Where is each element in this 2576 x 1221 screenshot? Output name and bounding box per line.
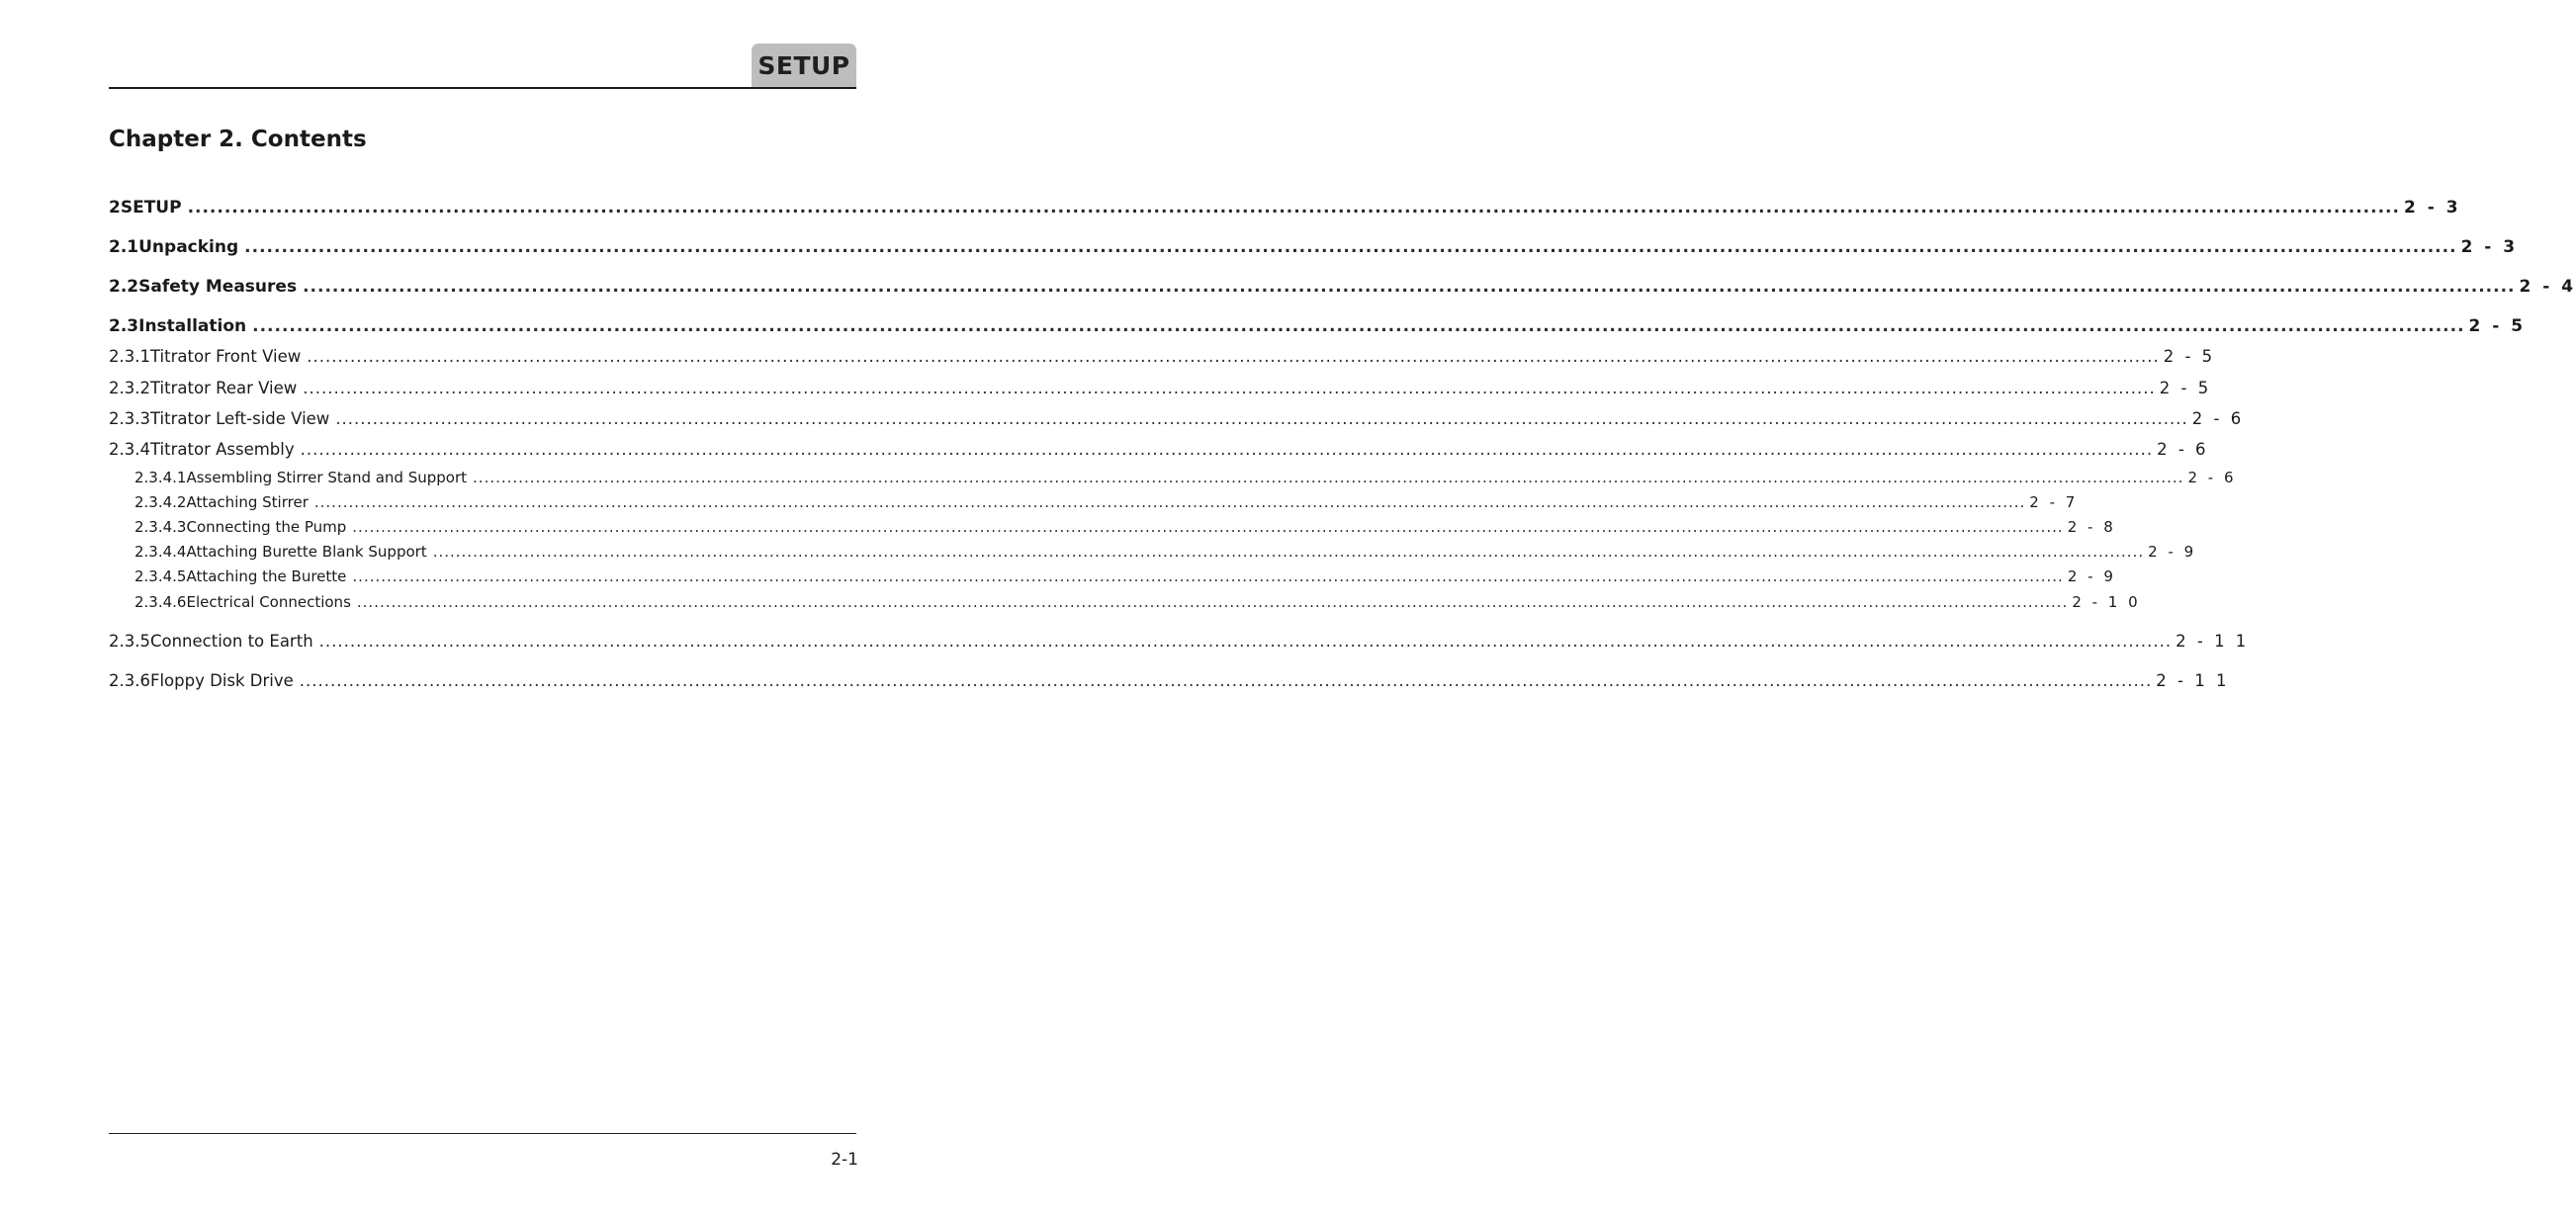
toc-entry-title: Connection to Earth — [149, 632, 313, 651]
toc-entry-page: 2 - 5 — [2163, 347, 2216, 366]
toc-entry-page: 2 - 6 — [2191, 409, 2245, 428]
toc-entry-title: Electrical Connections — [186, 593, 351, 611]
toc-leader-dots: ............................................................................................................................................................................................................................................................................................................ — [356, 593, 2069, 611]
toc-entry-title: Attaching the Burette — [186, 567, 347, 585]
toc-entry-2-3-4-6[interactable] — [134, 593, 2141, 611]
toc-entry-2-2[interactable] — [109, 277, 2576, 297]
toc-leader-dots: ............................................................................................................................................................................................................................................................................................................ — [352, 567, 2064, 585]
footer-rule — [109, 1133, 856, 1134]
toc-leader-dots: ............................................................................................................................................................................................................................................................................................................ — [432, 543, 2145, 561]
toc-entry-page: 2 - 3 — [2403, 198, 2461, 218]
toc-entry-number: 2.3.1 — [109, 347, 150, 366]
page-number: 2-1 — [831, 1150, 858, 1170]
toc-entry-number: 2.3.4.2 — [134, 493, 187, 511]
toc-leader-dots: ............................................................................................................................................................................................................................................................................................................ — [303, 379, 2156, 397]
toc-entry-2-3-4-1[interactable] — [134, 469, 2237, 486]
toc-leader-dots: ............................................................................................................................................................................................................................................................................................................ — [313, 493, 2026, 511]
toc-entry-number: 2.3.4 — [109, 440, 150, 459]
toc-entry-title: Assembling Stirrer Stand and Support — [186, 469, 468, 486]
toc-entry-number: 2.3.4.6 — [134, 593, 187, 611]
toc-leader-dots: ............................................................................................................................................................................................................................................................................................................ — [307, 347, 2160, 366]
toc-entry-page: 2 - 9 — [2067, 567, 2116, 585]
toc-entry-page: 2 - 9 — [2148, 543, 2197, 561]
toc-entry-number: 2.3 — [109, 316, 139, 336]
toc-entry-number: 2 — [109, 198, 121, 218]
toc-entry-page: 2 - 8 — [2067, 518, 2116, 536]
toc-entry-page: 2 - 7 — [2029, 493, 2079, 511]
toc-leader-dots: ............................................................................................................................................................................................................................................................................................................ — [187, 198, 2400, 218]
toc-entry-number: 2.3.4.5 — [134, 567, 187, 585]
toc-entry-title: SETUP — [120, 198, 182, 218]
toc-entry-2-3-5[interactable] — [109, 632, 2250, 651]
toc-leader-dots: ............................................................................................................................................................................................................................................................................................................ — [335, 409, 2188, 428]
toc-entry-page: 2 - 5 — [2468, 316, 2527, 336]
toc-entry-title: Unpacking — [138, 237, 239, 257]
toc-entry-title: Safety Measures — [138, 277, 298, 297]
toc-entry-title: Floppy Disk Drive — [149, 671, 294, 690]
toc-entry-2-3-4-2[interactable] — [134, 493, 2079, 511]
toc-entry-number: 2.2 — [109, 277, 139, 297]
toc-entry-2-3-4-3[interactable] — [134, 518, 2116, 536]
toc-entry-title: Installation — [138, 316, 247, 336]
toc-entry-number: 2.3.5 — [109, 632, 150, 651]
toc-entry-page: 2 - 1 0 — [2072, 593, 2141, 611]
toc-entry-title: Connecting the Pump — [186, 518, 347, 536]
toc-entry-number: 2.3.6 — [109, 671, 150, 690]
toc-entry-2-3-6[interactable] — [109, 671, 2230, 690]
toc-entry-2-3-4-4[interactable] — [134, 543, 2197, 561]
toc-leader-dots: ............................................................................................................................................................................................................................................................................................................ — [252, 316, 2465, 336]
toc-entry-number: 2.1 — [109, 237, 139, 257]
toc-leader-dots: ............................................................................................................................................................................................................................................................................................................ — [303, 277, 2516, 297]
toc-entry-number: 2.3.4.4 — [134, 543, 187, 561]
toc-entry-2[interactable] — [109, 198, 2461, 218]
toc-entry-page: 2 - 4 — [2519, 277, 2576, 297]
toc-entry-number: 2.3.4.3 — [134, 518, 187, 536]
toc-entry-title: Titrator Front View — [149, 347, 302, 366]
toc-entry-2-3-3[interactable] — [109, 409, 2245, 428]
toc-entry-number: 2.3.4.1 — [134, 469, 187, 486]
toc-entry-number: 2.3.3 — [109, 409, 150, 428]
toc-entry-page: 2 - 1 1 — [2176, 632, 2250, 651]
toc-entry-page: 2 - 6 — [2157, 440, 2209, 459]
toc-entry-page: 2 - 3 — [2460, 237, 2519, 257]
toc-entry-title: Titrator Rear View — [149, 379, 298, 397]
toc-entry-2-3-1[interactable] — [109, 347, 2216, 366]
toc-leader-dots: ............................................................................................................................................................................................................................................................................................................ — [318, 632, 2173, 651]
toc-leader-dots: ............................................................................................................................................................................................................................................................................................................ — [244, 237, 2457, 257]
section-tab: SETUP — [752, 44, 856, 87]
chapter-title: Chapter 2. Contents — [109, 127, 367, 152]
toc-entry-title: Attaching Stirrer — [186, 493, 309, 511]
toc-entry-2-3[interactable] — [109, 316, 2527, 336]
toc-entry-page: 2 - 6 — [2187, 469, 2237, 486]
toc-leader-dots: ............................................................................................................................................................................................................................................................................................................ — [300, 440, 2154, 459]
toc-entry-title: Titrator Assembly — [149, 440, 295, 459]
toc-entry-number: 2.3.2 — [109, 379, 150, 397]
toc-entry-2-3-4-5[interactable] — [134, 567, 2116, 585]
header-rule — [109, 87, 856, 89]
toc-leader-dots: ............................................................................................................................................................................................................................................................................................................ — [352, 518, 2064, 536]
toc-entry-page: 2 - 5 — [2159, 379, 2212, 397]
toc-entry-title: Titrator Left-side View — [149, 409, 330, 428]
toc-leader-dots: ............................................................................................................................................................................................................................................................................................................ — [473, 469, 2184, 486]
toc-entry-2-1[interactable] — [109, 237, 2519, 257]
toc-entry-2-3-2[interactable] — [109, 379, 2212, 397]
toc-leader-dots: ............................................................................................................................................................................................................................................................................................................ — [299, 671, 2153, 690]
toc-entry-page: 2 - 1 1 — [2156, 671, 2230, 690]
toc-entry-2-3-4[interactable] — [109, 440, 2209, 459]
toc-entry-title: Attaching Burette Blank Support — [186, 543, 427, 561]
